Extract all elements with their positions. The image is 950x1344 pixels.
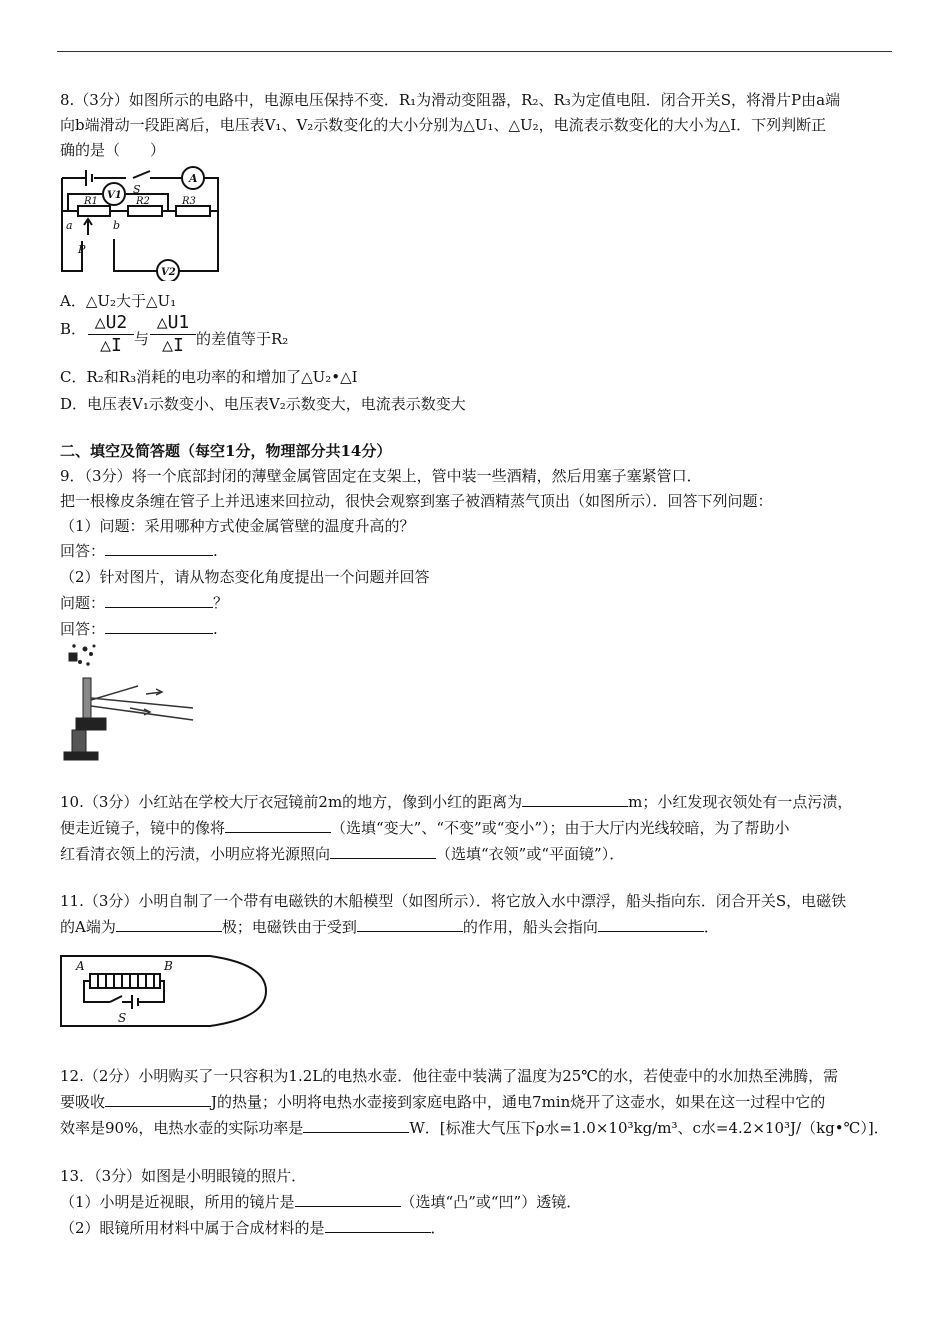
answer-blank[interactable] xyxy=(225,817,331,833)
label-a-meter: A xyxy=(189,172,198,185)
answer-end: . xyxy=(213,542,218,560)
q13-text: （选填“凸”或“凹”）透镜． xyxy=(400,1193,582,1211)
label-r1: R1 xyxy=(84,196,98,207)
q12-line3 xyxy=(60,1117,889,1139)
q8-option-a: A．△U₂大于△U₁ xyxy=(60,292,177,310)
q10-text: （选填“变大”、“不变”或“变小”）；由于大厅内光线较暗，为了帮助小 xyxy=(331,819,790,837)
label-b: b xyxy=(113,219,121,232)
label-r3: R3 xyxy=(182,196,196,207)
metal-tube-figure xyxy=(58,640,198,765)
answer-blank[interactable] xyxy=(357,916,463,932)
q10-text: 便走近镜子，镜中的像将 xyxy=(60,819,226,837)
q12-text: J的热量；小明将电热水壶接到家庭电路中，通电7min烧开了这壶水，如果在这一过程中它的 xyxy=(211,1093,826,1111)
q9-line2: 把一根橡皮条缠在管子上并迅速来回拉动，很快会观察到塞子被酒精蒸气顶出（如图所示）．回答下列问题： xyxy=(60,492,773,510)
q11-line1: 11.（3分）小明自制了一个带有电磁铁的木船模型（如图所示）．将它放入水中漂浮，船头指向东．闭合开关S，电磁铁 xyxy=(60,892,847,910)
q13-line1: 13．（3分）如图是小明眼镜的照片． xyxy=(60,1167,307,1185)
q12-line2 xyxy=(60,1091,825,1113)
answer-blank[interactable] xyxy=(303,1117,409,1133)
q9-line3: （1）问题：采用哪种方式使金属管壁的温度升高的？ xyxy=(60,517,415,535)
q10-line1 xyxy=(60,791,852,813)
q8-line1: 8.（3分）如图所示的电路中，电源电压保持不变．R₁为滑动变阻器，R₂、R₃为定值电阻．闭合开关S，将滑片P由a端 xyxy=(60,91,841,109)
q11-text: 的作用，船头会指向 xyxy=(462,918,598,936)
answer-blank[interactable] xyxy=(295,1191,401,1207)
q9-line1: 9．（3分）将一个底部封闭的薄壁金属管固定在支架上，管中装一些酒精，然后用塞子塞紧管口． xyxy=(60,467,702,485)
q12-text: W．[标准大气压下ρ水=1.0×10³kg/m³、c水=4.2×10³J/（kg•℃）]． xyxy=(409,1119,889,1137)
top-rule xyxy=(57,51,892,52)
q13-line2 xyxy=(60,1191,581,1213)
q13-text: ． xyxy=(430,1219,446,1237)
label-a: a xyxy=(66,219,73,232)
q8-option-b-prefix: B． xyxy=(60,320,87,338)
q8-line3: 确的是（ ） xyxy=(60,141,166,159)
label-p: P xyxy=(78,243,86,256)
q13-text: （2）眼镜所用材料中属于合成材料的是 xyxy=(60,1219,325,1237)
q10-line3 xyxy=(60,843,624,865)
q9-line5: （2）针对图片，请从物态变化角度提出一个问题并回答 xyxy=(60,568,430,586)
fraction-denominator: △I xyxy=(162,335,184,356)
q8-option-b-suffix: 的差值等于R₂ xyxy=(196,330,289,348)
answer-blank[interactable] xyxy=(105,618,213,634)
label-b: B xyxy=(164,959,173,973)
fraction-numerator: △U1 xyxy=(156,312,190,333)
label-a: A xyxy=(76,959,85,973)
circuit-diagram xyxy=(58,163,228,281)
q10-text: 10.（3分）小红站在学校大厅衣冠镜前2m的地方，像到小红的距离为 xyxy=(60,793,523,811)
q8-line2: 向b端滑动一段距离后，电压表V₁、V₂示数变化的大小分别为△U₁、△U₂，电流表示数变化的大小为△I．下列判断正 xyxy=(60,116,827,134)
question-label: 问题： xyxy=(60,594,106,612)
q11-text: 的A端为 xyxy=(60,918,116,936)
label-s: S xyxy=(133,183,141,196)
fraction-du1-di xyxy=(150,313,196,356)
q12-text: 效率是90%，电热水壶的实际功率是 xyxy=(60,1119,304,1137)
q11-text: 极；电磁铁由于受到 xyxy=(221,918,357,936)
q13-line3 xyxy=(60,1217,446,1239)
q9-question2 xyxy=(60,592,228,614)
q8-option-c: C．R₂和R₃消耗的电功率的和增加了△U₂•△I xyxy=(60,368,358,386)
answer-blank[interactable] xyxy=(105,540,213,556)
question-end: ？ xyxy=(213,594,229,612)
q9-answer2 xyxy=(60,618,218,640)
answer-blank[interactable] xyxy=(330,843,436,859)
section-title: 二、填空及简答题（每空1分，物理部分共14分） xyxy=(60,442,392,460)
q8-option-b-mid: 与 xyxy=(134,330,150,348)
question-blank[interactable] xyxy=(105,592,213,608)
q11-line2 xyxy=(60,916,719,938)
q10-text: 红看清衣领上的污渍，小明应将光源照向 xyxy=(60,845,331,863)
q11-text: ． xyxy=(703,918,719,936)
label-v1: V1 xyxy=(107,190,122,201)
label-s: S xyxy=(118,1011,127,1025)
answer-label: 回答： xyxy=(60,542,106,560)
answer-blank[interactable] xyxy=(522,791,628,807)
label-v2: V2 xyxy=(161,267,176,278)
answer-blank[interactable] xyxy=(598,916,704,932)
q10-line2 xyxy=(60,817,790,839)
answer-end: . xyxy=(213,620,218,638)
fraction-du2-di xyxy=(88,313,134,356)
q10-text: （选填“衣领”或“平面镜”）． xyxy=(436,845,625,863)
q10-text: m；小红发现衣领处有一点污渍， xyxy=(628,793,853,811)
boat-electromagnet-figure xyxy=(58,952,270,1030)
answer-blank[interactable] xyxy=(325,1217,431,1233)
fraction-numerator: △U2 xyxy=(94,312,128,333)
answer-blank[interactable] xyxy=(105,1091,211,1107)
label-r2: R2 xyxy=(136,196,150,207)
q12-line1: 12.（2分）小明购买了一只容积为1.2L的电热水壶．他往壶中装满了温度为25℃的水，若使壶中的水加热至沸腾，需 xyxy=(60,1067,839,1085)
q12-text: 要吸收 xyxy=(60,1093,106,1111)
q8-option-d: D．电压表V₁示数变小、电压表V₂示数变大，电流表示数变大 xyxy=(60,395,466,413)
answer-label: 回答： xyxy=(60,620,106,638)
q13-text: （1）小明是近视眼，所用的镜片是 xyxy=(60,1193,295,1211)
answer-blank[interactable] xyxy=(116,916,222,932)
q9-answer1 xyxy=(60,540,218,562)
fraction-denominator: △I xyxy=(100,335,122,356)
